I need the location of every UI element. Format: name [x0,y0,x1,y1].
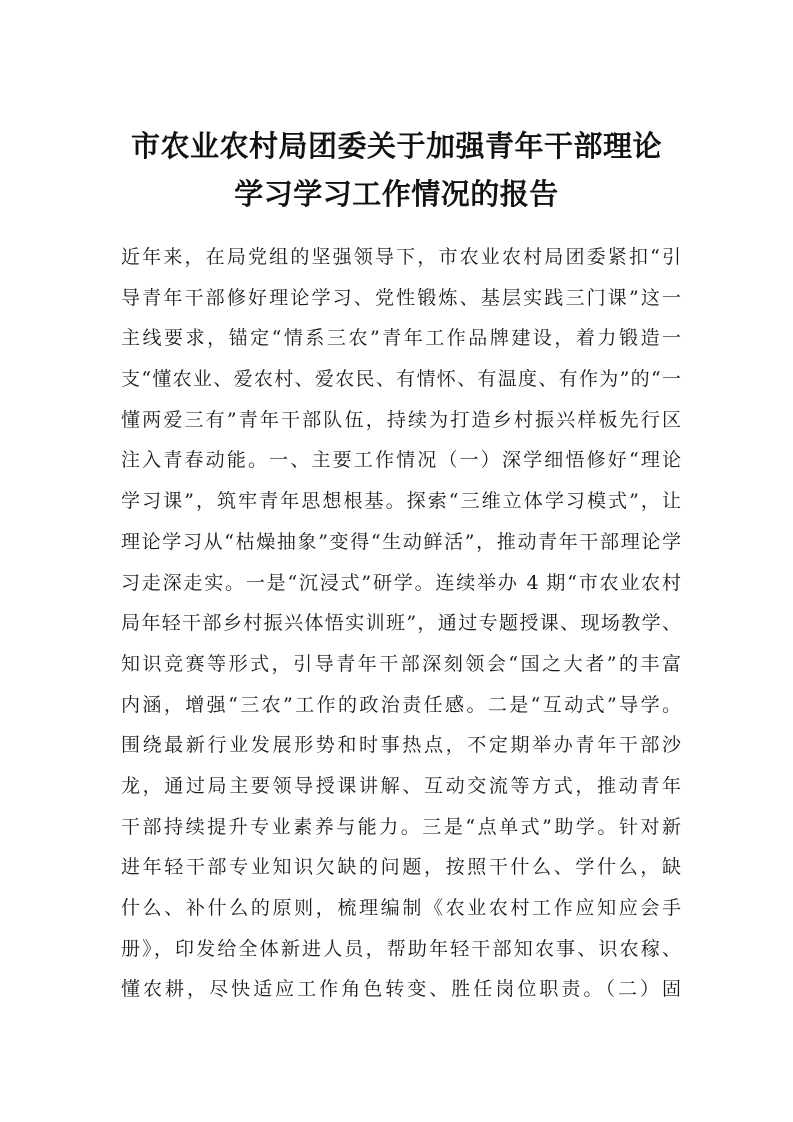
body-line: 局年轻干部乡村振兴体悟实训班”，通过专题授课、现场教学、 [121,612,681,635]
body-line: 什么、补什么的原则，梳理编制《农业农村工作应知应会手 [121,897,681,919]
body-line: 注入青春动能。一、主要工作情况（一）深学细悟修好“理论 [121,449,681,472]
body-line: 知识竞赛等形式，引导青年干部深刻领会“国之大者”的丰富 [121,652,681,675]
body-line: 导青年干部修好理论学习、党性锻炼、基层实践三门课”这一 [121,286,681,309]
body-line: 近年来，在局党组的坚强领导下，市农业农村局团委紧扣“引 [121,246,681,268]
document-title-line-1: 市农业农村局团委关于加强青年干部理论 [130,129,662,163]
body-line: 懂两爱三有”青年干部队伍，持续为打造乡村振兴样板先行区 [121,408,681,431]
body-line: 内涵，增强“三农”工作的政治责任感。二是“互动式”导学。 [121,693,681,716]
body-line: 懂农耕，尽快适应工作角色转变、胜任岗位职责。（二）固 [121,978,681,1001]
body-line: 干部持续提升专业素养与能力。三是“点单式”助学。针对新 [121,815,681,838]
body-line: 围绕最新行业发展形势和时事热点，不定期举办青年干部沙 [121,734,681,757]
body-line: 理论学习从“枯燥抽象”变得“生动鲜活”，推动青年干部理论学 [121,530,681,553]
body-line: 龙，通过局主要领导授课讲解、互动交流等方式，推动青年 [121,774,681,797]
document-body [121,237,681,1010]
document-title-line-2: 学习学习工作情况的报告 [234,177,559,211]
body-line: 习走深走实。一是“沉浸式”研学。连续举办 4 期“市农业农村 [121,571,681,594]
body-line: 学习课”，筑牢青年思想根基。探索“三维立体学习模式”，让 [121,490,681,513]
body-line: 支“懂农业、爱农村、爱农民、有情怀、有温度、有作为”的“一 [121,368,681,391]
body-line: 册》，印发给全体新进人员，帮助年轻干部知农事、识农稼、 [121,937,681,960]
body-line: 进年轻干部专业知识欠缺的问题，按照干什么、学什么，缺 [121,856,681,879]
body-line: 主线要求，锚定“情系三农”青年工作品牌建设，着力锻造一 [121,327,681,350]
